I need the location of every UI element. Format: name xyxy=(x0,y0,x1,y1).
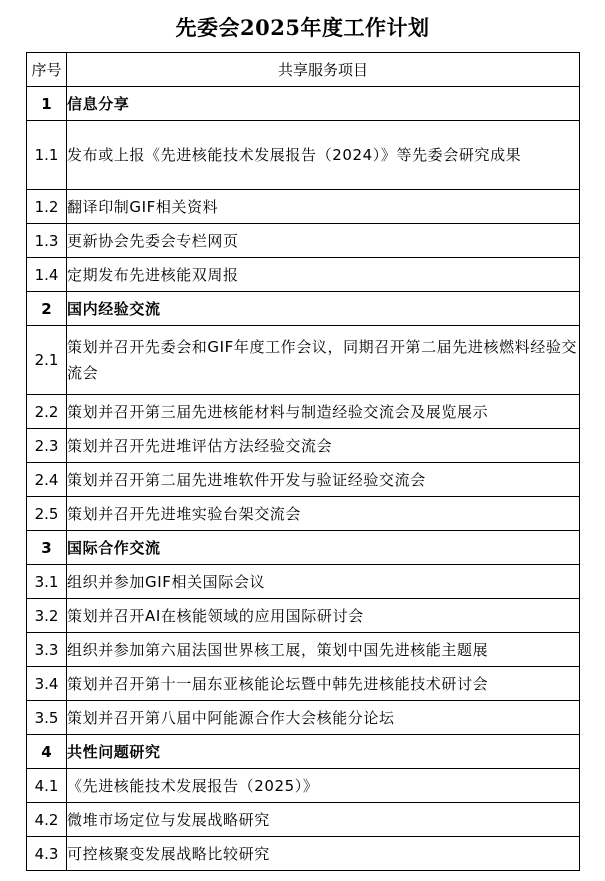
table-row xyxy=(27,803,580,837)
table-row xyxy=(27,599,580,633)
item-text: 策划并召开先委会和GIF年度工作会议，同期召开第二届先进核燃料经验交流会 xyxy=(67,326,580,395)
item-text: 定期发布先进核能双周报 xyxy=(67,258,580,292)
item-text: 策划并召开先进堆评估方法经验交流会 xyxy=(67,429,580,463)
table-row xyxy=(27,224,580,258)
row-number: 2.5 xyxy=(27,497,67,531)
row-number: 1.3 xyxy=(27,224,67,258)
table-row xyxy=(27,633,580,667)
item-text: 发布或上报《先进核能技术发展报告（2024）》等先委会研究成果 xyxy=(67,121,580,190)
row-number: 2.1 xyxy=(27,326,67,395)
item-text: 策划并召开第八届中阿能源合作大会核能分论坛 xyxy=(67,701,580,735)
row-number: 3.1 xyxy=(27,565,67,599)
table-row xyxy=(27,701,580,735)
table-row xyxy=(27,121,580,190)
table-row xyxy=(27,326,580,395)
item-text: 策划并召开第三届先进核能材料与制造经验交流会及展览展示 xyxy=(67,395,580,429)
section-title: 共性问题研究 xyxy=(67,735,580,769)
section-row xyxy=(27,735,580,769)
column-header-item: 共享服务项目 xyxy=(67,53,580,87)
table-row xyxy=(27,463,580,497)
column-header-number: 序号 xyxy=(27,53,67,87)
table-row xyxy=(27,190,580,224)
row-number: 4.1 xyxy=(27,769,67,803)
row-number: 4 xyxy=(27,735,67,769)
row-number: 3 xyxy=(27,531,67,565)
row-number: 3.2 xyxy=(27,599,67,633)
row-number: 2.4 xyxy=(27,463,67,497)
section-row xyxy=(27,87,580,121)
section-row xyxy=(27,292,580,326)
item-text: 翻译印制GIF相关资料 xyxy=(67,190,580,224)
section-title: 国际合作交流 xyxy=(67,531,580,565)
table-row xyxy=(27,429,580,463)
item-text: 《先进核能技术发展报告（2025）》 xyxy=(67,769,580,803)
item-text: 策划并召开先进堆实验台架交流会 xyxy=(67,497,580,531)
table-header-row xyxy=(27,53,580,87)
row-number: 4.3 xyxy=(27,837,67,871)
row-number: 1 xyxy=(27,87,67,121)
section-title: 信息分享 xyxy=(67,87,580,121)
item-text: 组织并参加GIF相关国际会议 xyxy=(67,565,580,599)
section-row xyxy=(27,531,580,565)
row-number: 3.3 xyxy=(27,633,67,667)
section-title: 国内经验交流 xyxy=(67,292,580,326)
row-number: 2.2 xyxy=(27,395,67,429)
table-row xyxy=(27,497,580,531)
row-number: 2 xyxy=(27,292,67,326)
item-text: 策划并召开AI在核能领域的应用国际研讨会 xyxy=(67,599,580,633)
item-text: 微堆市场定位与发展战略研究 xyxy=(67,803,580,837)
item-text: 可控核聚变发展战略比较研究 xyxy=(67,837,580,871)
row-number: 3.4 xyxy=(27,667,67,701)
item-text: 更新协会先委会专栏网页 xyxy=(67,224,580,258)
item-text: 策划并召开第二届先进堆软件开发与验证经验交流会 xyxy=(67,463,580,497)
item-text: 组织并参加第六届法国世界核工展，策划中国先进核能主题展 xyxy=(67,633,580,667)
table-row xyxy=(27,565,580,599)
work-plan-table xyxy=(26,52,580,871)
row-number: 1.1 xyxy=(27,121,67,190)
row-number: 1.2 xyxy=(27,190,67,224)
page-title: 先委会2025年度工作计划 xyxy=(175,15,430,40)
row-number: 2.3 xyxy=(27,429,67,463)
row-number: 3.5 xyxy=(27,701,67,735)
row-number: 4.2 xyxy=(27,803,67,837)
table-row xyxy=(27,837,580,871)
table-row xyxy=(27,769,580,803)
table-body xyxy=(27,87,580,871)
item-text: 策划并召开第十一届东亚核能论坛暨中韩先进核能技术研讨会 xyxy=(67,667,580,701)
table-row xyxy=(27,395,580,429)
table-row xyxy=(27,667,580,701)
row-number: 1.4 xyxy=(27,258,67,292)
table-row xyxy=(27,258,580,292)
